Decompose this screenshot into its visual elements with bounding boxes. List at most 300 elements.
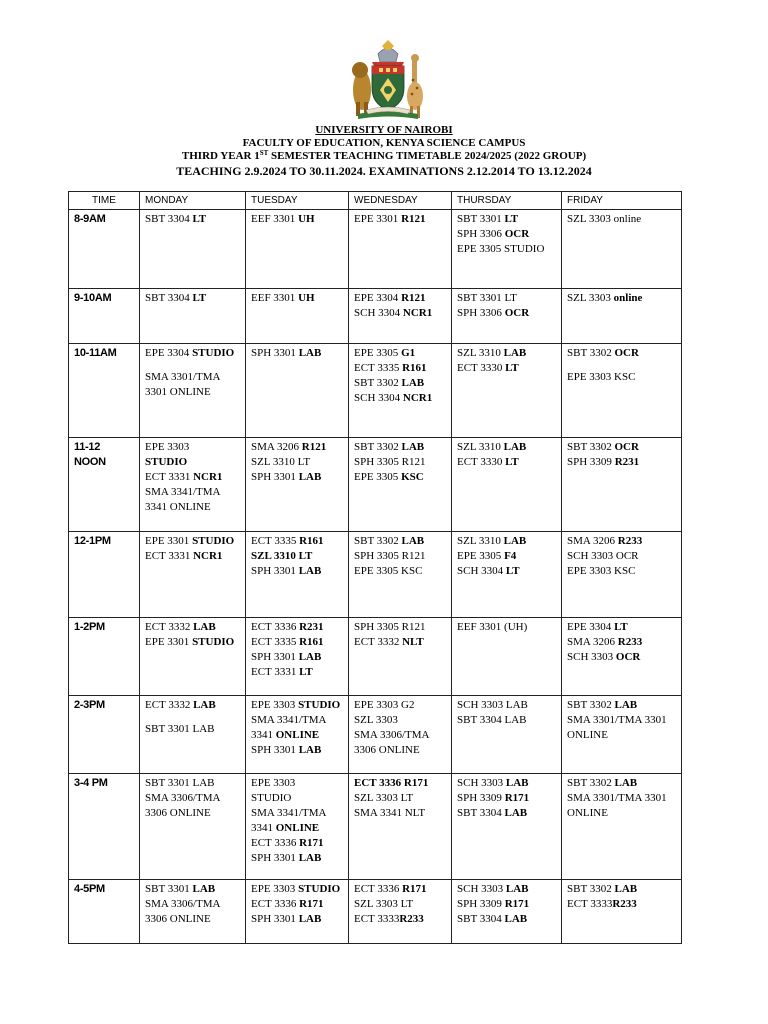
venue-text: LAB <box>505 777 529 789</box>
venue-text: LAB <box>193 621 216 633</box>
venue-text: LAB <box>298 565 322 577</box>
class-entry <box>354 776 446 791</box>
class-entry <box>457 882 556 897</box>
class-entry <box>354 620 446 635</box>
course-text: ECT 3331 <box>251 666 300 678</box>
venue-text: SZL 3310 LT <box>251 550 313 562</box>
class-cell <box>140 344 246 438</box>
column-header-wednesday: WEDNESDAY <box>349 192 452 210</box>
venue-text: KSC <box>401 471 424 483</box>
class-entry <box>567 698 676 713</box>
course-text: SBT 3304 <box>457 913 505 925</box>
class-entry <box>251 564 343 579</box>
course-text: SPH 3305 R121 <box>354 621 426 633</box>
class-entry <box>145 346 240 361</box>
course-text: SPH 3301 <box>251 744 299 756</box>
cell-spacer <box>567 361 676 370</box>
class-entry <box>251 791 343 806</box>
venue-text: OCR <box>615 651 641 663</box>
venue-text: STUDIO <box>192 347 235 359</box>
course-text: 3306 ONLINE <box>145 913 211 925</box>
course-text: SPH 3309 <box>567 456 615 468</box>
venue-text: LAB <box>401 535 425 547</box>
course-text: SCH 3303 OCR <box>567 550 639 562</box>
column-header-time: TIME <box>69 192 140 210</box>
time-slot-cell: 4-5PM <box>69 880 140 944</box>
venue-text: R121 <box>301 441 327 453</box>
course-text: ECT 3336 <box>251 898 300 910</box>
venue-text: LAB <box>614 883 638 895</box>
venue-text: R121 <box>401 213 426 225</box>
venue-text: F4 <box>504 550 517 562</box>
class-cell <box>562 344 682 438</box>
class-cell <box>246 880 349 944</box>
class-cell <box>349 618 452 696</box>
course-text: 3341 <box>251 729 276 741</box>
time-slot-cell: 1-2PM <box>69 618 140 696</box>
class-cell <box>246 344 349 438</box>
class-entry <box>457 912 556 927</box>
class-cell <box>246 774 349 880</box>
venue-text: STUDIO <box>298 699 341 711</box>
time-slot-cell: 2-3PM <box>69 696 140 774</box>
class-entry <box>251 635 343 650</box>
class-entry <box>567 440 676 455</box>
faculty-title: FACULTY OF EDUCATION, KENYA SCIENCE CAMPUS <box>242 137 526 149</box>
class-entry <box>251 743 343 758</box>
course-text: SMA 3341/TMA <box>251 807 327 819</box>
class-entry <box>145 470 240 485</box>
class-entry <box>145 440 240 455</box>
class-entry <box>251 806 343 821</box>
class-cell <box>246 438 349 532</box>
class-entry <box>457 713 556 728</box>
class-cell <box>246 532 349 618</box>
venue-text: NLT <box>402 636 424 648</box>
time-slot-cell: 3-4 PM <box>69 774 140 880</box>
course-text: ECT 3336 <box>251 837 300 849</box>
venue-text: NCR1 <box>402 307 433 319</box>
venue-text: LAB <box>503 535 527 547</box>
class-cell <box>246 289 349 344</box>
class-cell <box>562 696 682 774</box>
course-text: SPH 3306 <box>457 228 505 240</box>
venue-text: LAB <box>504 913 528 925</box>
venue-text: R121 <box>401 292 426 304</box>
timetable-row <box>69 618 682 696</box>
class-entry <box>457 791 556 806</box>
course-text: SZL 3310 <box>457 535 504 547</box>
course-text: ECT 3330 <box>457 456 506 468</box>
class-entry <box>567 370 676 385</box>
class-entry <box>354 306 446 321</box>
class-entry <box>251 851 343 866</box>
class-entry <box>145 500 240 515</box>
course-text: ONLINE <box>567 807 608 819</box>
course-text: SBT 3302 <box>567 883 615 895</box>
class-entry <box>567 635 676 650</box>
university-title: UNIVERSITY OF NAIROBI <box>315 124 453 136</box>
class-entry <box>251 549 343 564</box>
class-entry <box>457 361 556 376</box>
course-text: EPE 3305 STUDIO <box>457 243 545 255</box>
class-cell <box>140 696 246 774</box>
class-entry <box>457 620 556 635</box>
venue-text: R171 <box>504 792 530 804</box>
class-entry <box>145 698 240 713</box>
venue-text: LAB <box>192 883 216 895</box>
venue-text: LT <box>504 213 519 225</box>
class-entry <box>567 346 676 361</box>
class-entry <box>354 361 446 376</box>
course-text: SPH 3301 <box>251 651 299 663</box>
course-text: EPE 3305 KSC <box>354 565 423 577</box>
course-text: ECT 3330 <box>457 362 506 374</box>
course-text: ECT 3336 <box>251 621 300 633</box>
class-cell <box>452 696 562 774</box>
class-entry <box>251 912 343 927</box>
class-entry <box>567 455 676 470</box>
course-text: EPE 3303 <box>251 883 299 895</box>
class-entry <box>251 440 343 455</box>
venue-text: STUDIO <box>298 883 341 895</box>
class-entry <box>354 534 446 549</box>
time-slot-cell: 9-10AM <box>69 289 140 344</box>
class-entry <box>354 291 446 306</box>
venue-text: R231 <box>614 456 640 468</box>
class-entry <box>251 713 343 728</box>
course-text: SMA 3341 NLT <box>354 807 426 819</box>
class-cell <box>140 880 246 944</box>
course-text: EPE 3305 <box>354 347 402 359</box>
venue-text: LAB <box>503 347 527 359</box>
venue-text: STUDIO <box>192 535 235 547</box>
course-text: SPH 3305 R121 <box>354 456 426 468</box>
class-entry <box>354 791 446 806</box>
class-cell <box>452 289 562 344</box>
course-text: SBT 3302 <box>354 535 402 547</box>
class-cell <box>140 438 246 532</box>
course-text: SMA 3306/TMA <box>145 792 221 804</box>
course-text: EPE 3305 <box>457 550 505 562</box>
timetable-row <box>69 344 682 438</box>
course-text: ECT 3333 <box>567 898 613 910</box>
course-text: EPE 3303 <box>145 441 190 453</box>
class-cell <box>562 774 682 880</box>
course-text: SPH 3301 <box>251 565 299 577</box>
venue-text: LT <box>505 456 519 468</box>
venue-text: LAB <box>503 441 527 453</box>
venue-text: ONLINE <box>275 822 320 834</box>
class-entry <box>251 650 343 665</box>
class-entry <box>251 821 343 836</box>
class-entry <box>145 291 240 306</box>
venue-text: R171 <box>504 898 530 910</box>
class-entry <box>354 549 446 564</box>
course-text: SMA 3341/TMA <box>251 714 327 726</box>
class-entry <box>567 291 676 306</box>
venue-text: R233 <box>399 913 424 925</box>
class-entry <box>251 455 343 470</box>
class-entry <box>567 776 676 791</box>
class-cell <box>246 696 349 774</box>
class-entry <box>567 650 676 665</box>
class-entry <box>354 470 446 485</box>
class-entry <box>354 635 446 650</box>
timetable-row <box>69 774 682 880</box>
timetable-row <box>69 696 682 774</box>
class-entry <box>457 564 556 579</box>
class-cell <box>562 438 682 532</box>
venue-text: OCR <box>614 441 639 453</box>
class-cell <box>562 532 682 618</box>
course-text: SMA 3206 <box>251 441 302 453</box>
venue-text: LAB <box>298 852 322 864</box>
column-header-thursday: THURSDAY <box>452 192 562 210</box>
class-cell <box>349 438 452 532</box>
class-entry <box>457 440 556 455</box>
course-text: EEF 3301 <box>251 213 299 225</box>
course-text: SMA 3341/TMA <box>145 486 221 498</box>
class-entry <box>567 549 676 564</box>
course-text: SBT 3302 <box>354 377 402 389</box>
course-text: SCH 3303 <box>567 651 616 663</box>
class-entry <box>567 620 676 635</box>
class-entry <box>145 722 240 737</box>
course-text: EPE 3303 KSC <box>567 371 636 383</box>
class-cell <box>246 618 349 696</box>
class-entry <box>457 776 556 791</box>
timetable-row <box>69 438 682 532</box>
venue-text: LT <box>505 565 520 577</box>
venue-text: STUDIO <box>145 456 188 468</box>
timetable-table <box>68 191 682 944</box>
class-cell <box>140 532 246 618</box>
course-text: SMA 3301/TMA 3301 <box>567 792 667 804</box>
class-cell <box>452 532 562 618</box>
time-slot-cell: 11-12 NOON <box>69 438 140 532</box>
course-text: EPE 3304 <box>354 292 402 304</box>
course-text: SMA 3206 <box>567 636 618 648</box>
venue-text: UH <box>298 213 315 225</box>
class-entry <box>145 791 240 806</box>
class-entry <box>567 897 676 912</box>
course-text: SBT 3302 <box>567 441 615 453</box>
course-text: SZL 3303 LT <box>354 898 414 910</box>
class-entry <box>251 665 343 680</box>
venue-text: R233 <box>617 535 643 547</box>
course-text: SBT 3302 <box>567 347 615 359</box>
course-text: SMA 3306/TMA <box>354 729 430 741</box>
venue-text: ECT 3336 R171 <box>354 777 429 789</box>
class-entry <box>145 806 240 821</box>
course-text: ONLINE <box>567 729 608 741</box>
timetable-title-pre: THIRD YEAR 1 <box>181 150 260 162</box>
course-text: EPE 3303 <box>251 777 296 789</box>
class-entry <box>567 212 676 227</box>
class-entry <box>145 620 240 635</box>
class-cell <box>349 880 452 944</box>
course-text: EPE 3303 G2 <box>354 699 415 711</box>
course-text: ECT 3332 <box>145 699 194 711</box>
course-text: SCH 3303 <box>457 777 506 789</box>
course-text: 3341 ONLINE <box>145 501 211 513</box>
class-entry <box>145 212 240 227</box>
column-header-tuesday: TUESDAY <box>246 192 349 210</box>
table-header-row <box>69 192 682 210</box>
class-entry <box>251 776 343 791</box>
course-text: SPH 3301 <box>251 471 299 483</box>
class-cell <box>349 289 452 344</box>
class-entry <box>251 534 343 549</box>
course-text: SBT 3301 LAB <box>145 723 215 735</box>
venue-text: OCR <box>504 307 530 319</box>
class-entry <box>567 806 676 821</box>
class-entry <box>251 728 343 743</box>
time-slot-cell: 8-9AM <box>69 210 140 289</box>
course-text: EEF 3301 (UH) <box>457 621 528 633</box>
timetable-row <box>69 880 682 944</box>
venue-text: NCR1 <box>193 550 223 562</box>
timetable-title <box>0 150 768 162</box>
class-entry <box>145 549 240 564</box>
venue-text: LAB <box>505 883 529 895</box>
venue-text: R171 <box>299 837 324 849</box>
course-text: EPE 3304 <box>567 621 615 633</box>
course-text: EPE 3303 <box>251 699 299 711</box>
venue-text: R233 <box>612 898 637 910</box>
class-entry <box>145 635 240 650</box>
course-text: SPH 3309 <box>457 792 505 804</box>
class-entry <box>457 534 556 549</box>
class-entry <box>567 564 676 579</box>
time-slot-cell: 10-11AM <box>69 344 140 438</box>
venue-text: R161 <box>299 636 324 648</box>
class-entry <box>354 212 446 227</box>
venue-text: OCR <box>614 347 639 359</box>
course-text: SPH 3301 <box>251 852 299 864</box>
course-text: SMA 3301/TMA 3301 <box>567 714 667 726</box>
class-entry <box>354 455 446 470</box>
class-entry <box>567 534 676 549</box>
venue-text: LAB <box>298 651 322 663</box>
class-entry <box>145 882 240 897</box>
class-entry <box>145 897 240 912</box>
course-text: EPE 3301 <box>354 213 402 225</box>
class-entry <box>251 212 343 227</box>
course-text: SCH 3304 <box>457 565 506 577</box>
course-text: STUDIO <box>251 792 292 804</box>
course-text: SCH 3304 <box>354 307 403 319</box>
class-entry <box>354 376 446 391</box>
venue-text: R161 <box>299 535 324 547</box>
course-text: ECT 3331 <box>145 471 194 483</box>
course-text: SZL 3310 <box>457 441 504 453</box>
venue-text: NCR1 <box>402 392 433 404</box>
class-entry <box>251 291 343 306</box>
class-entry <box>145 455 240 470</box>
course-text: SPH 3301 <box>251 347 299 359</box>
class-cell <box>562 880 682 944</box>
course-text: SMA 3301/TMA <box>145 371 221 383</box>
course-text: 3341 <box>251 822 276 834</box>
class-entry <box>145 485 240 500</box>
class-entry <box>354 912 446 927</box>
course-text: SCH 3303 LAB <box>457 699 528 711</box>
class-entry <box>251 470 343 485</box>
course-text: SBT 3301 LAB <box>145 777 215 789</box>
class-entry <box>354 698 446 713</box>
class-cell <box>452 344 562 438</box>
teaching-exam-dates: TEACHING 2.9.2024 TO 30.11.2024. EXAMINATIONS 2.12.2014 TO 13.12.2024 <box>176 164 592 178</box>
venue-text: online <box>613 292 643 304</box>
class-cell <box>349 774 452 880</box>
class-cell <box>452 210 562 289</box>
class-cell <box>349 210 452 289</box>
course-text: SPH 3301 <box>251 913 299 925</box>
class-entry <box>457 306 556 321</box>
venue-text: OCR <box>504 228 530 240</box>
course-text: SZL 3310 LT <box>251 456 311 468</box>
venue-text: LAB <box>401 377 425 389</box>
class-entry <box>457 291 556 306</box>
venue-text: LAB <box>298 913 322 925</box>
course-text: 3306 ONLINE <box>354 744 420 756</box>
course-text: EPE 3305 <box>354 471 402 483</box>
class-cell <box>349 344 452 438</box>
course-text: ECT 3335 <box>251 535 300 547</box>
venue-text: LT <box>192 213 207 225</box>
venue-text: LT <box>614 621 628 633</box>
class-entry <box>457 549 556 564</box>
class-entry <box>354 564 446 579</box>
course-text: EPE 3303 KSC <box>567 565 636 577</box>
class-entry <box>145 534 240 549</box>
cell-spacer <box>145 713 240 722</box>
class-entry <box>457 698 556 713</box>
class-entry <box>251 882 343 897</box>
course-text: 3306 ONLINE <box>145 807 211 819</box>
column-header-monday: MONDAY <box>140 192 246 210</box>
course-text: SPH 3305 R121 <box>354 550 426 562</box>
cell-spacer <box>145 361 240 370</box>
class-entry <box>567 882 676 897</box>
class-entry <box>457 227 556 242</box>
class-cell <box>452 618 562 696</box>
class-entry <box>457 806 556 821</box>
class-entry <box>354 713 446 728</box>
class-entry <box>457 897 556 912</box>
class-entry <box>354 897 446 912</box>
course-text: SBT 3304 <box>457 807 505 819</box>
venue-text: LAB <box>298 347 322 359</box>
venue-text: ONLINE <box>275 729 320 741</box>
venue-text: LAB <box>504 807 528 819</box>
course-text: SCH 3304 <box>354 392 403 404</box>
timetable-title-post: SEMESTER TEACHING TIMETABLE 2024/2025 (2022 GROUP) <box>268 150 587 162</box>
course-text: SBT 3304 LAB <box>457 714 527 726</box>
class-cell <box>140 289 246 344</box>
class-entry <box>145 370 240 385</box>
course-text: EPE 3304 <box>145 347 193 359</box>
class-entry <box>251 620 343 635</box>
venue-text: UH <box>298 292 315 304</box>
course-text: SCH 3303 <box>457 883 506 895</box>
course-text: SZL 3303 <box>354 714 398 726</box>
course-text: SPH 3306 <box>457 307 505 319</box>
class-entry <box>567 791 676 806</box>
venue-text: R231 <box>299 621 324 633</box>
